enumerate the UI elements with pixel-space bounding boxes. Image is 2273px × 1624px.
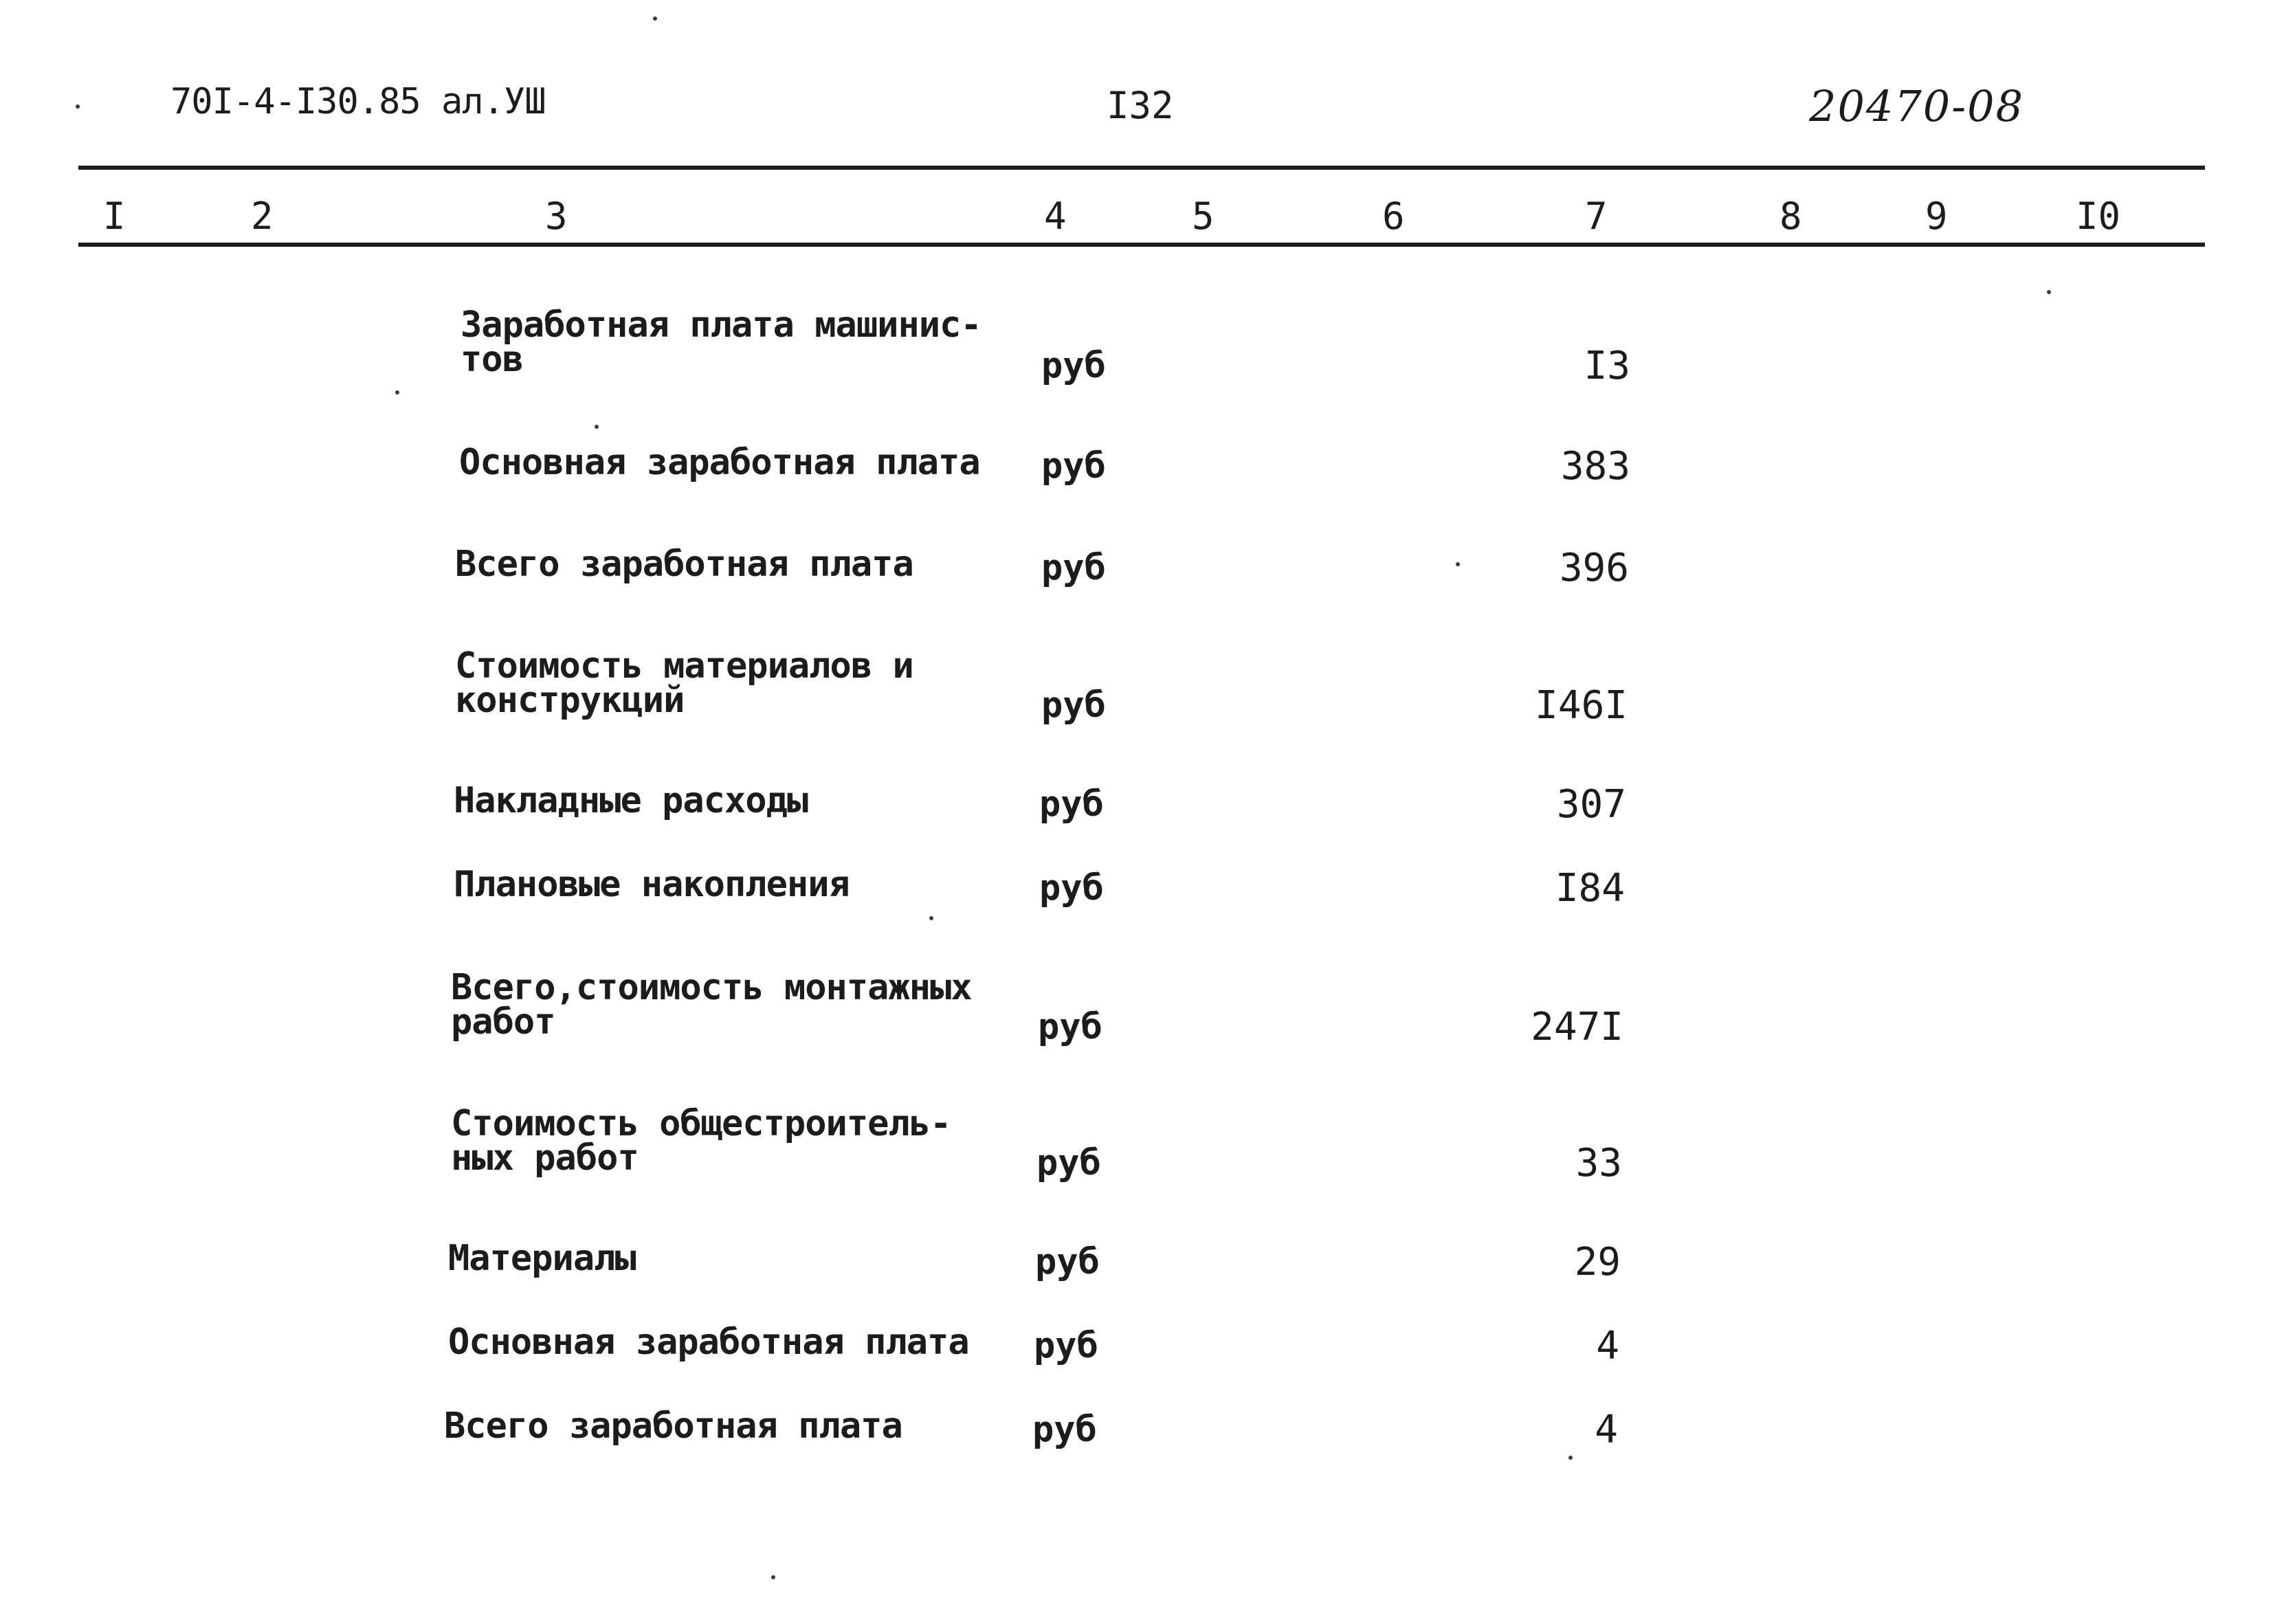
row-label-line: Стоимость общестроитель- [451, 1103, 951, 1144]
column-number-1: I [103, 194, 126, 238]
value-cell: I46I [1535, 683, 1628, 728]
value-cell: 29 [1574, 1240, 1621, 1284]
page-number: I32 [1107, 84, 1174, 127]
unit-cell: руб [1039, 783, 1104, 825]
value-cell: 33 [1575, 1141, 1622, 1186]
table-row-label [448, 1238, 636, 1279]
row-label-line: Плановые накопления [454, 864, 850, 905]
document-code: 70I-4-I30.85 ал.УШ [170, 81, 546, 122]
value-cell: 383 [1560, 444, 1630, 489]
table-row-label [451, 967, 972, 1043]
row-label-line: ных работ [451, 1137, 639, 1179]
table-row-label [451, 1103, 951, 1179]
table-row-label [454, 864, 850, 905]
handwritten-number: 20470-08 [1809, 81, 2025, 131]
row-label-line: Материалы [448, 1238, 636, 1279]
value-cell: 396 [1559, 546, 1629, 590]
scan-speck [395, 390, 399, 394]
row-label-line: Всего заработная плата [444, 1405, 902, 1447]
value-cell: I84 [1555, 866, 1625, 911]
unit-cell: руб [1041, 345, 1106, 386]
row-label-line: Основная заработная плата [448, 1322, 969, 1363]
unit-cell: руб [1039, 867, 1104, 909]
column-number-3: 3 [545, 194, 568, 238]
table-row-label [461, 304, 982, 380]
row-label-line: Всего,стоимость монтажных [451, 967, 972, 1008]
row-label-line: Всего заработная плата [455, 544, 913, 585]
row-label-line: Заработная плата машинис- [461, 304, 982, 346]
column-number-6: 6 [1382, 194, 1405, 238]
column-number-5: 5 [1192, 194, 1215, 238]
table-header-bottom-rule [78, 243, 2205, 247]
table-top-rule [78, 166, 2205, 170]
column-number-2: 2 [251, 194, 274, 238]
row-label-line: Стоимость материалов и [455, 645, 913, 687]
scan-speck [1456, 562, 1460, 566]
table-row-label [454, 780, 808, 821]
unit-cell: руб [1034, 1325, 1098, 1366]
row-label-line: работ [451, 1001, 555, 1043]
unit-cell: руб [1041, 445, 1106, 487]
row-label-line: тов [461, 339, 523, 380]
value-cell: 4 [1595, 1408, 1618, 1452]
value-cell: 247I [1531, 1005, 1623, 1049]
table-row-label [444, 1405, 902, 1447]
row-label-line: Накладные расходы [454, 780, 808, 821]
value-cell: 4 [1596, 1324, 1619, 1368]
column-number-7: 7 [1585, 194, 1608, 238]
value-cell: 307 [1556, 782, 1626, 827]
column-number-8: 8 [1779, 194, 1802, 238]
row-label-line: Основная заработная плата [459, 442, 980, 483]
scan-speck [929, 916, 933, 920]
table-row-label [455, 645, 913, 721]
column-number-10: I0 [2076, 194, 2121, 238]
column-number-4: 4 [1044, 194, 1067, 238]
table-row-label [455, 544, 913, 585]
unit-cell: руб [1041, 547, 1106, 588]
row-label-line: конструкций [455, 680, 685, 721]
unit-cell: руб [1032, 1409, 1097, 1450]
scan-speck [2047, 290, 2051, 294]
unit-cell: руб [1036, 1142, 1101, 1183]
scan-speck [771, 1575, 775, 1579]
scan-speck [76, 104, 80, 109]
value-cell: I3 [1584, 344, 1630, 388]
table-row-label [448, 1322, 969, 1363]
unit-cell: руб [1038, 1006, 1102, 1047]
table-row-label [459, 442, 980, 483]
column-number-9: 9 [1925, 194, 1948, 238]
unit-cell: руб [1041, 685, 1106, 726]
unit-cell: руб [1035, 1241, 1100, 1282]
scan-speck [1568, 1456, 1573, 1460]
scan-speck [653, 16, 657, 21]
scan-speck [595, 425, 599, 429]
